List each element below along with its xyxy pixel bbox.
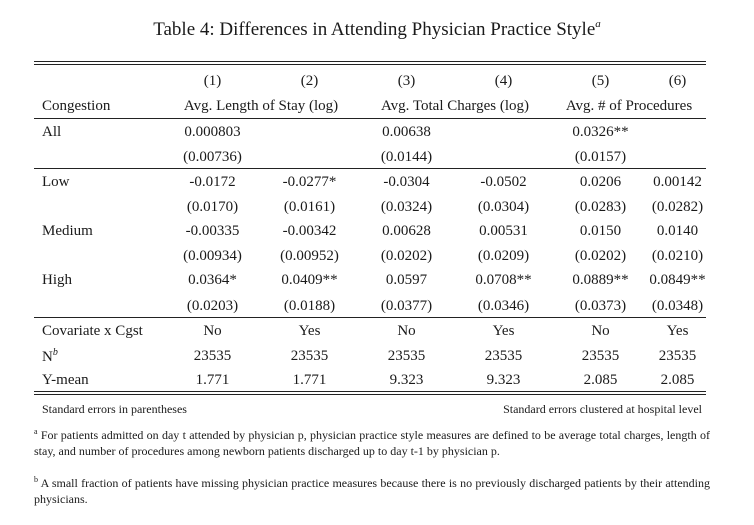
stat-cell: No bbox=[203, 322, 222, 339]
row-label: Medium bbox=[42, 223, 93, 240]
coef-cell: 0.00142 bbox=[653, 173, 702, 190]
row-label: Low bbox=[42, 173, 70, 190]
footnote-b: $^b$ A small fraction of patients have missing physician practice measures because there is no previously discharged patients by their attending physicians. bbox=[34, 475, 710, 506]
stat-cell: 2.085 bbox=[583, 372, 618, 389]
coef-cell: 0.0140 bbox=[656, 223, 699, 240]
se-cell: (0.0282) bbox=[651, 198, 704, 215]
footnote-a: $^a$ For patients admitted on day t attended by physician p, physician practice style measures are defined to be average total charges, length of stay, and number of procedures among newborn patients discharged up to day t-1 by physician p. bbox=[34, 427, 710, 458]
row-label: $N^b$ bbox=[42, 346, 58, 365]
coef-cell: 0.0889** bbox=[572, 272, 629, 289]
stat-cell: 2.085 bbox=[660, 372, 695, 389]
stat-cell: 23535 bbox=[193, 347, 232, 364]
coef-cell: -0.0304 bbox=[383, 173, 430, 190]
col-number: (6) bbox=[668, 72, 687, 89]
se-cell: (0.0170) bbox=[186, 198, 239, 215]
coef-cell: 0.000803 bbox=[184, 124, 241, 141]
coef-cell: -0.00342 bbox=[282, 223, 337, 240]
se-cell: (0.0348) bbox=[651, 297, 704, 314]
se-cell: (0.0202) bbox=[574, 247, 627, 264]
col-number: (2) bbox=[300, 72, 319, 89]
note-standard-errors: Standard errors in parentheses bbox=[42, 402, 187, 416]
coef-cell: -0.00335 bbox=[185, 223, 240, 240]
column-number-row bbox=[34, 69, 706, 94]
se-cell: (0.0346) bbox=[477, 297, 530, 314]
se-cell: (0.0304) bbox=[477, 198, 530, 215]
table-row bbox=[34, 195, 706, 220]
se-cell: (0.0283) bbox=[574, 198, 627, 215]
se-cell: (0.0203) bbox=[186, 297, 239, 314]
table-row bbox=[34, 120, 706, 146]
coef-cell: 0.0597 bbox=[385, 272, 428, 289]
coef-cell: 0.00531 bbox=[479, 223, 528, 240]
coef-cell: 0.00628 bbox=[382, 223, 431, 240]
row-label: All bbox=[42, 124, 62, 141]
se-cell: (0.00934) bbox=[183, 247, 242, 264]
coef-cell: 0.0206 bbox=[579, 173, 622, 190]
row-label: Y-mean bbox=[42, 372, 89, 389]
se-cell: (0.0324) bbox=[380, 198, 433, 215]
row-label: High bbox=[42, 272, 72, 289]
stat-cell: No bbox=[591, 322, 610, 339]
table-row bbox=[34, 219, 706, 244]
coef-cell: 0.0849** bbox=[649, 272, 706, 289]
se-cell: (0.0161) bbox=[283, 198, 336, 215]
stat-cell: 1.771 bbox=[292, 372, 327, 389]
coef-cell: 0.00638 bbox=[382, 124, 431, 141]
coef-cell: -0.0172 bbox=[189, 173, 236, 190]
row-label: Covariate x Cgst bbox=[42, 322, 143, 339]
stat-cell: 23535 bbox=[484, 347, 523, 364]
top-rule-2 bbox=[34, 64, 706, 65]
stat-cell: 9.323 bbox=[486, 372, 521, 389]
top-rule-1 bbox=[34, 61, 706, 62]
stat-cell: 23535 bbox=[658, 347, 697, 364]
coef-cell: -0.0502 bbox=[480, 173, 527, 190]
table-row bbox=[34, 368, 706, 393]
table-row bbox=[34, 146, 706, 171]
coef-cell: 0.0409** bbox=[281, 272, 338, 289]
coef-cell: -0.0277* bbox=[282, 173, 337, 190]
column-group-row bbox=[34, 94, 706, 120]
stat-cell: 9.323 bbox=[389, 372, 424, 389]
group-header: Avg. Total Charges (log) bbox=[380, 98, 530, 115]
coef-cell: 0.0326** bbox=[572, 124, 629, 141]
regression-table bbox=[34, 69, 706, 393]
col-number: (3) bbox=[397, 72, 416, 89]
stat-cell: 23535 bbox=[581, 347, 620, 364]
stat-cell: 23535 bbox=[290, 347, 329, 364]
se-cell: (0.00736) bbox=[183, 149, 242, 166]
group-header: Avg. # of Procedures bbox=[565, 98, 693, 115]
note-clustering: Standard errors clustered at hospital level bbox=[503, 402, 702, 416]
coef-cell: 0.0150 bbox=[579, 223, 622, 240]
table-row bbox=[34, 319, 706, 344]
se-cell: (0.0377) bbox=[380, 297, 433, 314]
coef-cell: 0.0364* bbox=[188, 272, 237, 289]
se-cell: (0.0202) bbox=[380, 247, 433, 264]
se-cell: (0.0157) bbox=[574, 149, 627, 166]
stat-cell: No bbox=[397, 322, 416, 339]
se-cell: (0.0144) bbox=[380, 149, 433, 166]
group-header: Avg. Length of Stay (log) bbox=[183, 98, 339, 115]
row-header-label: Congestion bbox=[42, 98, 111, 115]
bottom-rule-2 bbox=[34, 394, 706, 395]
col-number: (4) bbox=[494, 72, 513, 89]
table-title: Table 4: Differences in Attending Physician Practice Style$^a$ bbox=[153, 18, 601, 40]
table-row bbox=[34, 244, 706, 269]
stat-cell: Yes bbox=[492, 322, 515, 339]
coef-cell: 0.0708** bbox=[475, 272, 532, 289]
stat-cell: 1.771 bbox=[195, 372, 230, 389]
stat-cell: 23535 bbox=[387, 347, 426, 364]
table-row bbox=[34, 269, 706, 294]
table-row bbox=[34, 170, 706, 195]
stat-cell: Yes bbox=[666, 322, 689, 339]
col-number: (1) bbox=[203, 72, 222, 89]
se-cell: (0.0188) bbox=[283, 297, 336, 314]
table-row bbox=[34, 344, 706, 369]
stat-cell: Yes bbox=[298, 322, 321, 339]
se-cell: (0.0209) bbox=[477, 247, 530, 264]
se-cell: (0.0373) bbox=[574, 297, 627, 314]
table-row bbox=[34, 293, 706, 319]
col-number: (5) bbox=[591, 72, 610, 89]
se-cell: (0.00952) bbox=[280, 247, 339, 264]
se-cell: (0.0210) bbox=[651, 247, 704, 264]
